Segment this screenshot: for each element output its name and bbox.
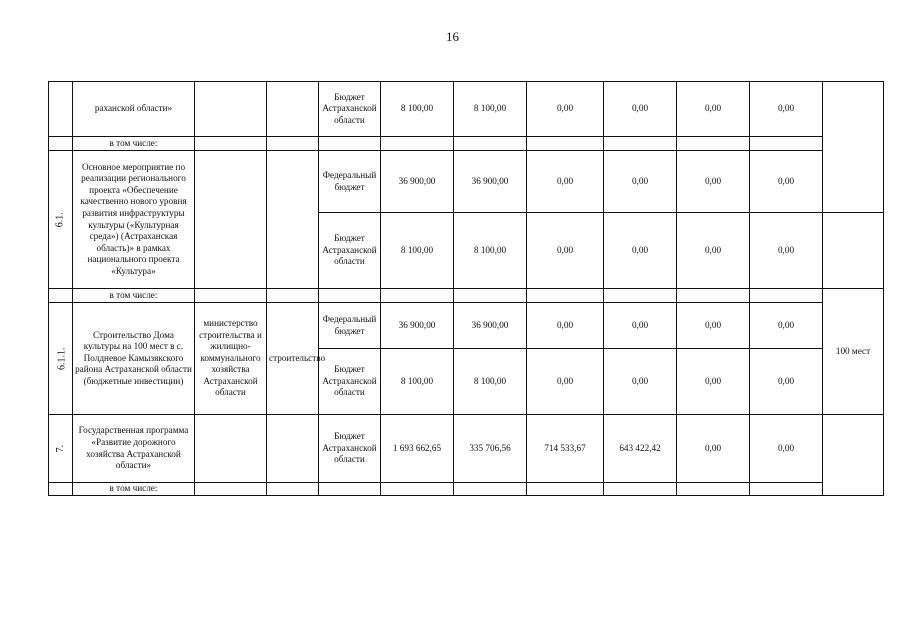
row-number-cell xyxy=(49,82,73,137)
funding-source-cell: Бюджет Астраханской области xyxy=(319,82,381,137)
result-cell: 100 мест xyxy=(823,289,884,415)
row-number-cell: 7. xyxy=(49,415,73,483)
table-row xyxy=(49,151,884,213)
row-number-cell xyxy=(49,483,73,496)
value-cell: 0,00 xyxy=(750,349,823,415)
value-cell: 0,00 xyxy=(750,82,823,137)
value-cell: 0,00 xyxy=(677,415,750,483)
value-cell: 0,00 xyxy=(750,415,823,483)
value-cell: 0,00 xyxy=(604,349,677,415)
value-cell: 1 693 662,65 xyxy=(381,415,454,483)
type-cell: строительство xyxy=(267,303,319,415)
type-cell xyxy=(267,415,319,483)
value-cell: 0,00 xyxy=(604,213,677,289)
value-cell: 335 706,56 xyxy=(454,415,527,483)
type-cell xyxy=(267,151,319,289)
table-row xyxy=(49,137,884,151)
result-cell xyxy=(823,82,884,213)
including-label: в том числе: xyxy=(73,137,195,151)
value-cell: 36 900,00 xyxy=(454,151,527,213)
value-cell: 0,00 xyxy=(750,151,823,213)
item-name-cell: Строительство Дома культуры на 100 мест в с. Полдневое Камызякского района Астраханской области (бюджетные инвестиции) xyxy=(73,303,195,415)
value-cell: 0,00 xyxy=(527,82,604,137)
executor-cell xyxy=(195,151,267,289)
table-row xyxy=(49,303,884,349)
value-cell: 714 533,67 xyxy=(527,415,604,483)
value-cell: 36 900,00 xyxy=(381,303,454,349)
funding-source-cell: Федеральный бюджет xyxy=(319,151,381,213)
executor-cell: министерство строительства и жилищно-коммунального хозяйства Астраханской области xyxy=(195,303,267,415)
table-row xyxy=(49,483,884,496)
table-row xyxy=(49,415,884,483)
including-label: в том числе: xyxy=(73,483,195,496)
row-number-cell: 6.1. xyxy=(49,151,73,289)
item-name-cell: Основное мероприятие по реализации регионального проекта «Обеспечение качественно нового уровня развития инфраструктуры культуры («Культурная среда») (Астраханская область)» в рамках национального проекта «Культура» xyxy=(73,151,195,289)
funding-source-cell: Бюджет Астраханской области xyxy=(319,349,381,415)
value-cell: 0,00 xyxy=(527,213,604,289)
executor-cell xyxy=(195,82,267,137)
value-cell: 36 900,00 xyxy=(381,151,454,213)
page-number: 16 xyxy=(446,29,459,44)
table-row xyxy=(49,82,884,137)
funding-source-cell: Бюджет Астраханской области xyxy=(319,415,381,483)
including-label: в том числе: xyxy=(73,289,195,303)
value-cell: 0,00 xyxy=(527,151,604,213)
value-cell: 8 100,00 xyxy=(454,82,527,137)
result-cell xyxy=(823,213,884,289)
item-name-cell: Государственная программа «Развитие дорожного хозяйства Астраханской области» xyxy=(73,415,195,483)
table-row xyxy=(49,289,884,303)
value-cell: 8 100,00 xyxy=(454,213,527,289)
item-name-cell: раханской области» xyxy=(73,82,195,137)
value-cell: 0,00 xyxy=(527,303,604,349)
value-cell: 0,00 xyxy=(527,349,604,415)
row-number-cell: 6.1.1. xyxy=(49,303,73,415)
row-number-cell xyxy=(49,289,73,303)
value-cell: 0,00 xyxy=(677,349,750,415)
value-cell: 8 100,00 xyxy=(381,82,454,137)
funding-source-cell: Бюджет Астраханской области xyxy=(319,213,381,289)
value-cell: 0,00 xyxy=(604,82,677,137)
value-cell: 0,00 xyxy=(677,213,750,289)
funding-source-cell: Федеральный бюджет xyxy=(319,303,381,349)
budget-table xyxy=(48,81,884,496)
value-cell: 0,00 xyxy=(604,303,677,349)
value-cell: 0,00 xyxy=(604,151,677,213)
executor-cell xyxy=(195,415,267,483)
value-cell: 8 100,00 xyxy=(454,349,527,415)
value-cell: 643 422,42 xyxy=(604,415,677,483)
value-cell: 0,00 xyxy=(677,82,750,137)
value-cell: 0,00 xyxy=(750,303,823,349)
type-cell xyxy=(267,82,319,137)
value-cell: 0,00 xyxy=(677,151,750,213)
value-cell: 8 100,00 xyxy=(381,349,454,415)
value-cell: 36 900,00 xyxy=(454,303,527,349)
value-cell: 8 100,00 xyxy=(381,213,454,289)
row-number-cell xyxy=(49,137,73,151)
result-cell xyxy=(823,415,884,496)
value-cell: 0,00 xyxy=(750,213,823,289)
value-cell: 0,00 xyxy=(677,303,750,349)
